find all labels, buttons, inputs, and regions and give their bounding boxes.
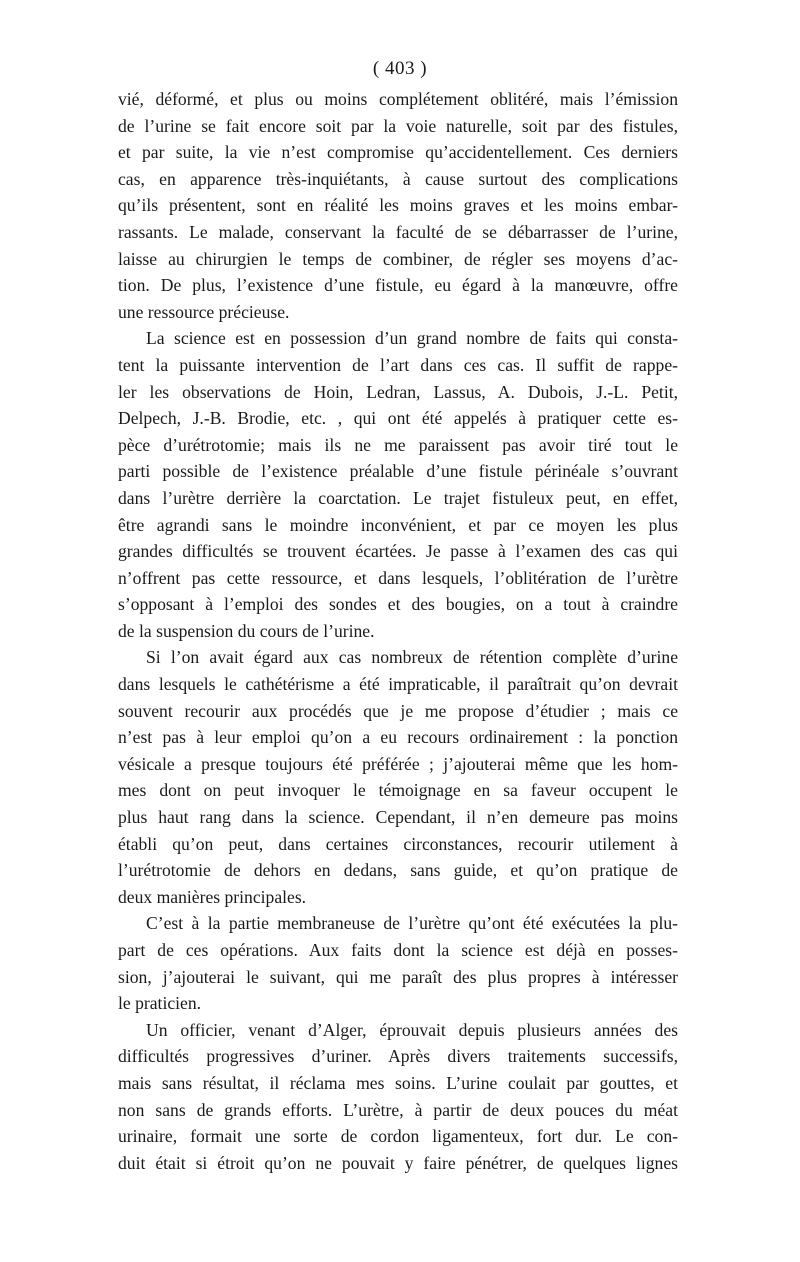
text-line: de l’urine se fait encore soit par la voie naturelle, soit par des fistules,: [118, 115, 678, 136]
text-line: urinaire, formait une sorte de cordon ligamenteux, fort dur. Le con-: [118, 1126, 678, 1147]
text-line: grandes difficultés se trouvent écartées. Je passe à l’examen des cas qui: [118, 541, 678, 562]
text-line: être agrandi sans le moindre inconvénient, et par ce moyen les plus: [118, 514, 678, 535]
text-line: l’urétrotomie de dehors en dedans, sans guide, et qu’on pratique de: [118, 860, 678, 881]
text-line: qu’ils présentent, sont en réalité les moins graves et les moins embar-: [118, 195, 678, 216]
text-line: de la suspension du cours de l’urine.: [118, 620, 375, 641]
text-line: pèce d’urétrotomie; mais ils ne me paraissent pas avoir tiré tout le: [118, 434, 678, 455]
paragraph-5: [118, 1017, 678, 1177]
paragraph-4: [118, 910, 678, 1016]
text-line: rassants. Le malade, conservant la faculté de se débarrasser de l’urine,: [118, 221, 678, 242]
text-line: laisse au chirurgien le temps de combiner, de régler ses moyens d’ac-: [118, 248, 678, 269]
text-line: tent la puissante intervention de l’art dans ces cas. Il suffit de rappe-: [118, 354, 678, 375]
paragraph-2: [118, 325, 678, 644]
paragraph-3: [118, 644, 678, 910]
text-line: dans lesquels le cathétérisme a été impraticable, il paraîtrait qu’on devrait: [118, 674, 678, 695]
text-line: mais sans résultat, il réclama mes soins. L’urine coulait par gouttes, et: [118, 1072, 678, 1093]
text-line: n’est pas à leur emploi qu’on a eu recours ordinairement : la ponction: [118, 727, 678, 748]
body-text: [118, 86, 678, 1176]
text-line: n’offrent pas cette ressource, et dans lesquels, l’oblitération de l’urètre: [118, 567, 678, 588]
text-line: duit était si étroit qu’on ne pouvait y faire pénétrer, de quelques lignes: [118, 1152, 678, 1173]
text-line: une ressource précieuse.: [118, 301, 290, 322]
text-line: plus haut rang dans la science. Cependant, il n’en demeure pas moins: [118, 807, 678, 828]
text-line: dans l’urètre derrière la coarctation. Le trajet fistuleux peut, en effet,: [118, 487, 678, 508]
text-line: établi qu’on peut, dans certaines circonstances, recourir utilement à: [118, 833, 678, 854]
text-line: tion. De plus, l’existence d’une fistule, eu égard à la manœuvre, offre: [118, 275, 678, 296]
paragraph-1: [118, 86, 678, 325]
text-line: difficultés progressives d’uriner. Après divers traitements successifs,: [118, 1046, 678, 1067]
text-line: deux manières principales.: [118, 886, 307, 907]
text-line: La science est en possession d’un grand nombre de faits qui consta-: [146, 328, 678, 349]
text-line: mes dont on peut invoquer le témoignage en sa faveur occupent le: [118, 780, 678, 801]
text-line: C’est à la partie membraneuse de l’urètre qu’ont été exécutées la plu-: [146, 913, 678, 934]
text-line: et par suite, la vie n’est compromise qu’accidentellement. Ces derniers: [118, 142, 678, 163]
text-line: Si l’on avait égard aux cas nombreux de rétention complète d’urine: [146, 647, 678, 668]
text-line: vié, déformé, et plus ou moins complétement oblitéré, mais l’émission: [118, 89, 678, 109]
text-line: part de ces opérations. Aux faits dont la science est déjà en posses-: [118, 940, 678, 960]
text-line: sion, j’ajouterai le suivant, qui me paraît des plus propres à intéresser: [118, 966, 678, 987]
text-line: Un officier, venant d’Alger, éprouvait depuis plusieurs années des: [146, 1019, 678, 1040]
text-line: ler les observations de Hoin, Ledran, Lassus, A. Dubois, J.-L. Petit,: [118, 381, 678, 402]
page-number: ( 403 ): [372, 58, 428, 79]
text-line: non sans de grands efforts. L’urètre, à partir de deux pouces du méat: [118, 1099, 678, 1120]
text-line: le praticien.: [118, 993, 202, 1014]
text-line: s’opposant à l’emploi des sondes et des bougies, on a tout à craindre: [118, 594, 678, 615]
text-line: souvent recourir aux procédés que je me propose d’étudier ; mais ce: [118, 700, 678, 721]
text-line: parti possible de l’existence préalable d’une fistule périnéale s’ouvrant: [118, 461, 678, 482]
text-line: cas, en apparence très-inquiétants, à cause surtout des complications: [118, 168, 678, 189]
text-line: Delpech, J.-B. Brodie, etc. , qui ont été appelés à pratiquer cette es-: [118, 408, 678, 429]
text-line: vésicale a presque toujours été préférée ; j’ajouterai même que les hom-: [118, 753, 678, 774]
